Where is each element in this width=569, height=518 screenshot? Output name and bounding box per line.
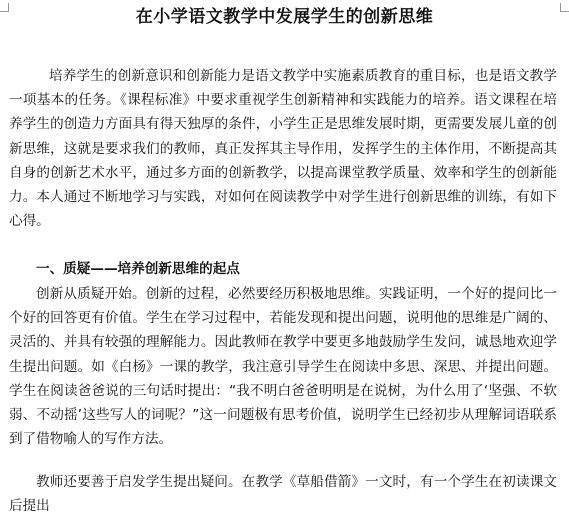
intro-paragraph: 培养学生的创新意识和创新能力是语文教学中实施素质教育的重目标，也是语文教学一项基本的任务。《课程标准》中要求重视学生创新精神和实践能力的培养。语文课程在培养学生的创造力方面具有得天独厚的条件，小学生正是思维发展时期，更需要发展儿童的创新思维，这就是要求我们的教师，真正发挥其主导作用，发挥学生的主体作用，不断提高其自身的创新艺术水平，通过多方面的创新教学，以提高课堂教学质量、效率和学生的创新能力。本人通过不断地学习与实践，对如何在阅读教学中对学生进行创新思维的训练，有如下心得。 — [9, 68, 557, 230]
section-paragraph: 创新从质疑开始。创新的过程，必然要经历积极地思维。实践证明，一个好的提问比一个好的回答更有价值。学生在学习过程中，若能发现和提出问题，说明他的思维是广阔的、灵活的、并具有较强的理解能力。因此教师在教学中要更多地鼓励学生发问，诚恳地欢迎学生提出问题。如《白杨》一课的教学，我注意引导学生在阅读中多思、深思、并提出问题。学生在阅读爸爸说的三句话时提出：“我不明白爸爸明明是在说树，为什么用了‘坚强、不软弱、不动摇’这些写人的词呢？”这一问题极有思考价值，说明学生已经初步从理解词语联系到了借物喻人的写作方法。 — [9, 286, 557, 448]
document-title: 在小学语文教学中发展学生的创新思维 — [135, 7, 434, 27]
section-heading: 一、质疑——培养创新思维的起点 — [36, 261, 240, 277]
section-paragraph-continued: 教师还要善于启发学生提出疑问。在教学《草船借箭》一文时，有一个学生在初读课文后提出 — [9, 474, 557, 515]
